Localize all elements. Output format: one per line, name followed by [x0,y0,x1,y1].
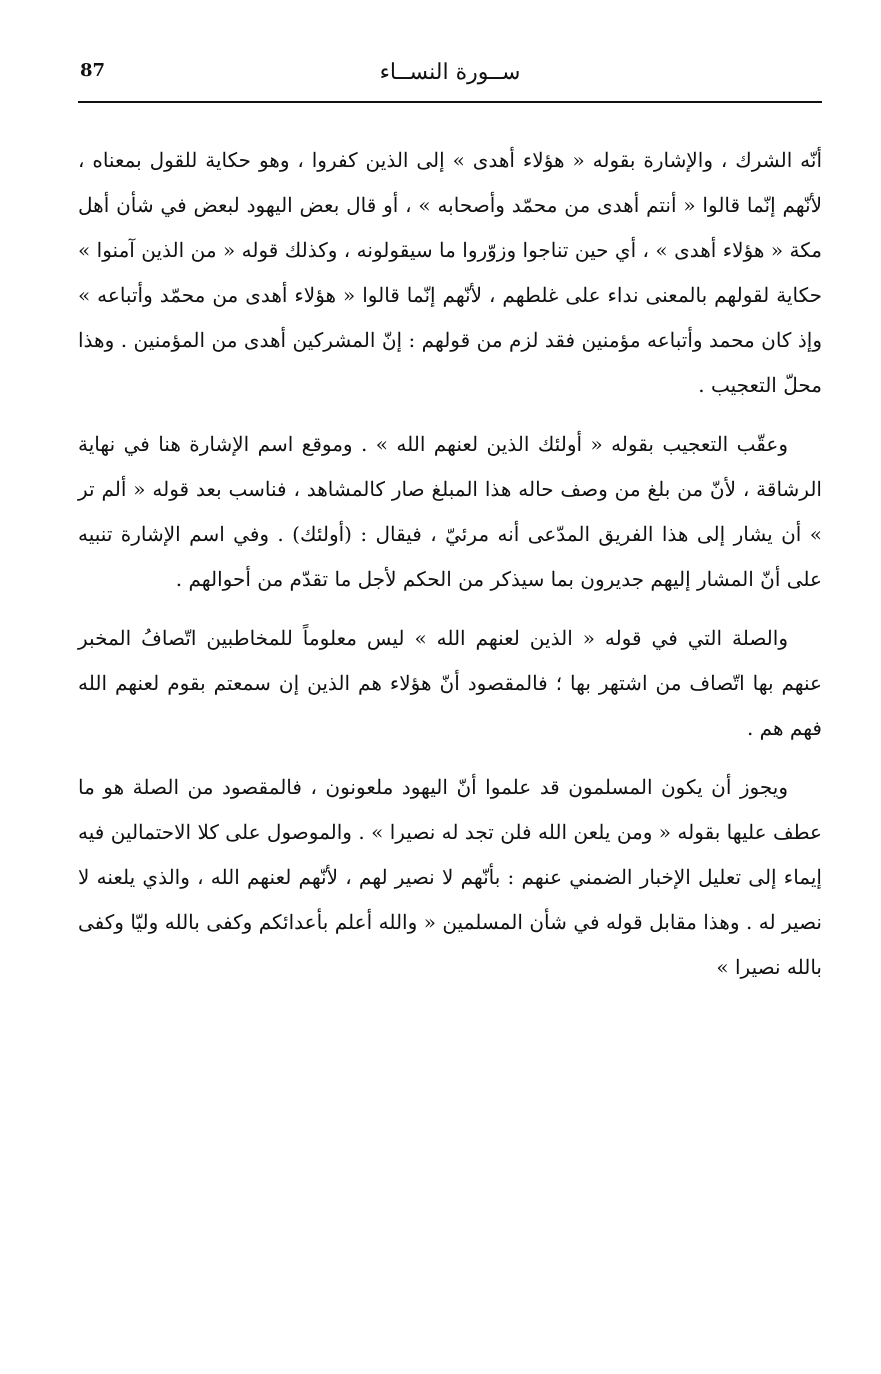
page-header [78,56,822,92]
paragraph-3: والصلة التي في قوله « الذين لعنهم الله » ليس معلوماً للمخاطبين اتّصافُ المخبر عنهم بها اتّصاف من اشتهر بها ؛ فالمقصود أنّ هؤلاء هم الذين إن سمعتم بقوم لعنهم الله فهم هم . [78,626,822,740]
page-number: 87 [80,60,106,81]
header-divider [78,101,822,103]
body-text [78,138,822,990]
paragraph-2: وعقّب التعجيب بقوله « أولئك الذين لعنهم الله » . وموقع اسم الإشارة هنا في نهاية الرشاقة ، لأنّ من بلغ من وصف حاله هذا المبلغ صار كالمشاهد ، فناسب بعد قوله « ألم تر » أن يشار إلى هذا الفريق المدّعى أنه مرئيّ ، فيقال : (أولئك) . وفي اسم الإشارة تنبيه على أنّ المشار إليهم جديرون بما سيذكر من الحكم لأجل ما تقدّم من أحوالهم . [78,432,822,591]
paragraph-1: أنّه الشرك ، والإشارة بقوله « هؤلاء أهدى » إلى الذين كفروا ، وهو حكاية للقول بمعناه ، لأنّهم إنّما قالوا « أنتم أهدى من محمّد وأصحابه » ، أو قال بعض اليهود لبعض في شأن أهل مكة « هؤلاء أهدى » ، أي حين تناجوا وزوّروا ما سيقولونه ، وكذلك قوله « من الذين آمنوا » حكاية لقولهم بالمعنى نداء على غلطهم ، لأنّهم إنّما قالوا « هؤلاء أهدى من محمّد وأتباعه » وإذ كان محمد وأتباعه مؤمنين فقد لزم من قولهم : إنّ المشركين أهدى من المؤمنين . وهذا محلّ التعجيب . [78,148,822,397]
running-title: ســورة النســاء [379,60,521,85]
paragraph-4: ويجوز أن يكون المسلمون قد علموا أنّ اليهود ملعونون ، فالمقصود من الصلة هو ما عطف عليها بقوله « ومن يلعن الله فلن تجد له نصيرا » . والموصول على كلا الاحتمالين فيه إيماء إلى تعليل الإخبار الضمني عنهم : بأنّهم لا نصير لهم ، لأنّهم لعنهم الله ، والذي يلعنه لا نصير له . وهذا مقابل قوله في شأن المسلمين « والله أعلم بأعدائكم وكفى بالله وليّا وكفى بالله نصيرا » [78,775,822,979]
